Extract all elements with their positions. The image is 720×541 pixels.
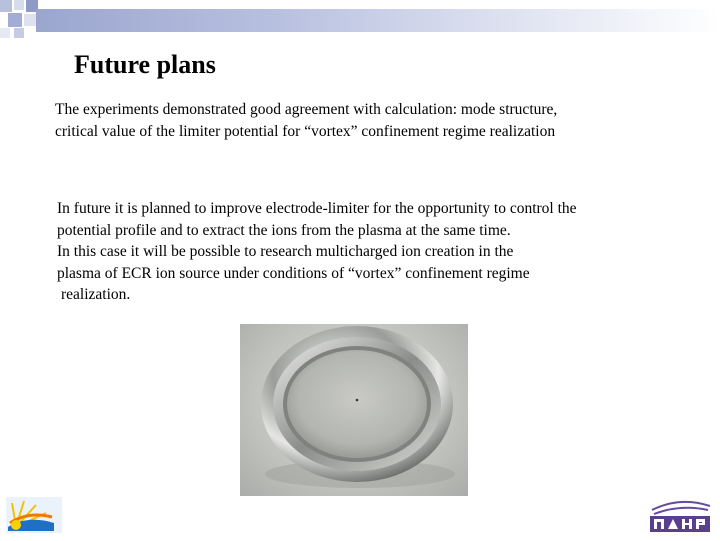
electrode-limiter-photo [240, 324, 468, 496]
plans-paragraph [57, 198, 577, 306]
header-bar [36, 9, 720, 32]
text-line: potential profile and to extract the ions from the plasma at the same time. [57, 221, 511, 239]
sun-logo [6, 497, 62, 533]
institute-logo [646, 498, 716, 536]
text-line: The experiments demonstrated good agreement with calculation: mode structure, [55, 101, 558, 118]
slide-title: Future plans [74, 50, 216, 79]
disc-image [240, 324, 468, 496]
text-line: In future it is planned to improve electrode-limiter for the opportunity to control the [57, 200, 577, 217]
text-line: In this case it will be possible to research multicharged ion creation in the [57, 243, 514, 260]
text-line: critical value of the limiter potential for “vortex” confinement regime realization [55, 123, 556, 140]
text-line: plasma of ECR ion source under conditions of “vortex” confinement regime [57, 264, 530, 282]
text-line: realization. [61, 286, 131, 303]
intro-paragraph [55, 99, 557, 143]
